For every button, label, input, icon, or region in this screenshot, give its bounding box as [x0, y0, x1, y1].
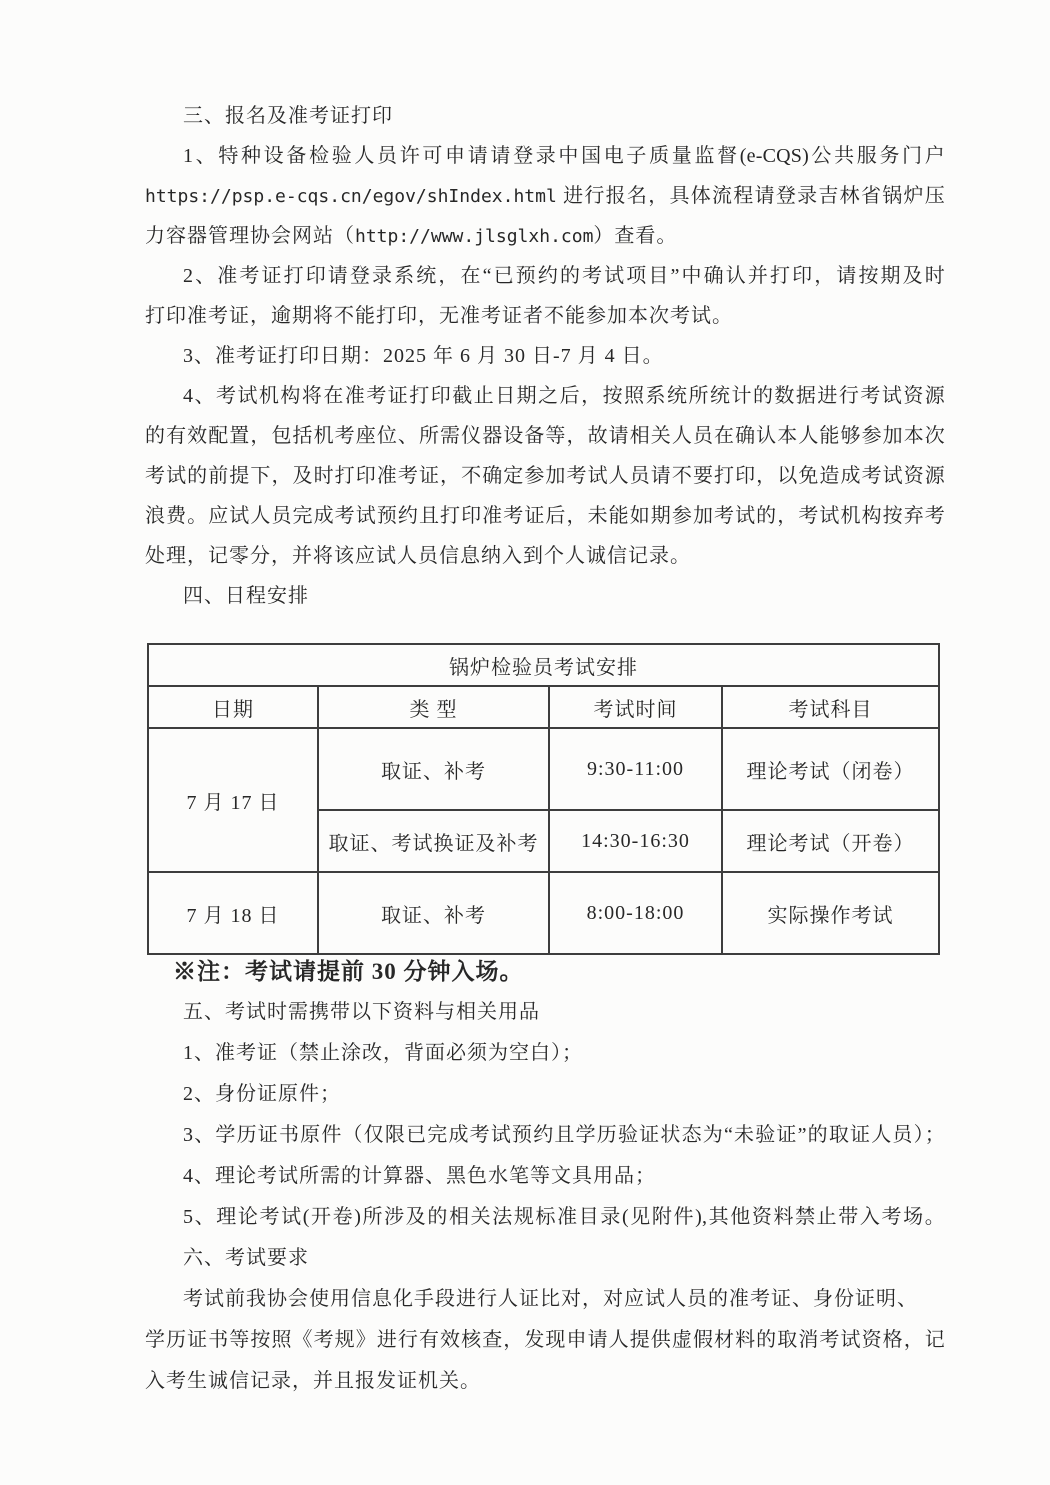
section6-heading: 六、考试要求 — [183, 1247, 309, 1269]
col-header-time: 考试时间 — [549, 686, 722, 728]
doc-line: 学历证书等按照《考规》进行有效核查，发现申请人提供虚假材料的取消考试资格，记 — [145, 1329, 945, 1351]
lower-text-block — [145, 951, 945, 1402]
cell-time: 8:00-18:00 — [549, 872, 722, 954]
upper-text-block — [145, 96, 945, 616]
doc-line: 2、准考证打印请登录系统，在“已预约的考试项目”中确认并打印，请按期及时 — [183, 265, 945, 287]
doc-line-text: ）查看。 — [593, 225, 678, 247]
registration-url: https://psp.e-cqs.cn/egov/shIndex.html — [145, 186, 557, 207]
list-item: 5、理论考试(开卷)所涉及的相关法规标准目录(见附件),其他资料禁止带入考场。 — [183, 1206, 945, 1228]
table-row — [148, 728, 939, 810]
list-item: 2、身份证原件； — [183, 1083, 341, 1105]
section4-heading: 四、日程安排 — [183, 585, 309, 607]
doc-line-text: 力容器管理协会网站（ — [145, 225, 355, 247]
table-row — [148, 872, 939, 954]
doc-line — [145, 216, 945, 256]
association-website-url: http://www.jlsglxh.com — [355, 226, 594, 247]
section3-heading: 三、报名及准考证打印 — [183, 105, 393, 127]
doc-line: 打印准考证，逾期将不能打印，无准考证者不能参加本次考试。 — [145, 305, 733, 327]
doc-line: 入考生诚信记录，并且报发证机关。 — [145, 1370, 481, 1392]
cell-type: 取证、考试换证及补考 — [318, 810, 549, 872]
exam-schedule-table — [147, 643, 940, 955]
cell-time: 9:30-11:00 — [549, 728, 722, 810]
cell-subject: 理论考试（开卷） — [722, 810, 939, 872]
cell-type: 取证、补考 — [318, 728, 549, 810]
entry-note: ※注：考试请提前 30 分钟入场。 — [173, 959, 524, 984]
cell-type: 取证、补考 — [318, 872, 549, 954]
cell-subject: 实际操作考试 — [722, 872, 939, 954]
list-item: 1、准考证（禁止涂改，背面必须为空白）； — [183, 1042, 583, 1064]
table-title: 锅炉检验员考试安排 — [148, 644, 939, 686]
doc-line-text: 进行报名，具体流程请登录吉林省锅炉压 — [556, 185, 945, 207]
col-header-type: 类 型 — [318, 686, 549, 728]
cell-subject: 理论考试（闭卷） — [722, 728, 939, 810]
list-item: 4、理论考试所需的计算器、黑色水笔等文具用品； — [183, 1165, 656, 1187]
cell-date-jul18: 7 月 18 日 — [148, 872, 318, 954]
doc-line: 1、特种设备检验人员许可申请请登录中国电子质量监督(e-CQS)公共服务门户 — [183, 145, 945, 167]
section5-heading: 五、考试时需携带以下资料与相关用品 — [183, 1001, 540, 1023]
cell-time: 14:30-16:30 — [549, 810, 722, 872]
doc-line: 4、考试机构将在准考证打印截止日期之后，按照系统所统计的数据进行考试资源 — [183, 385, 945, 407]
doc-line: 考试的前提下，及时打印准考证，不确定参加考试人员请不要打印，以免造成考试资源 — [145, 465, 945, 487]
doc-line: 考试前我协会使用信息化手段进行人证比对，对应试人员的准考证、身份证明、 — [183, 1288, 918, 1310]
doc-line — [145, 176, 945, 216]
doc-line: 3、准考证打印日期：2025 年 6 月 30 日-7 月 4 日。 — [183, 345, 664, 367]
doc-line: 的有效配置，包括机考座位、所需仪器设备等，故请相关人员在确认本人能够参加本次 — [145, 425, 945, 447]
doc-line: 浪费。应试人员完成考试预约且打印准考证后，未能如期参加考试的，考试机构按弃考 — [145, 505, 945, 527]
list-item: 3、学历证书原件（仅限已完成考试预约且学历验证状态为“未验证”的取证人员）； — [183, 1124, 945, 1146]
col-header-date: 日期 — [148, 686, 318, 728]
cell-date-jul17: 7 月 17 日 — [148, 728, 318, 872]
col-header-subject: 考试科目 — [722, 686, 939, 728]
doc-line: 处理，记零分，并将该应试人员信息纳入到个人诚信记录。 — [145, 545, 691, 567]
